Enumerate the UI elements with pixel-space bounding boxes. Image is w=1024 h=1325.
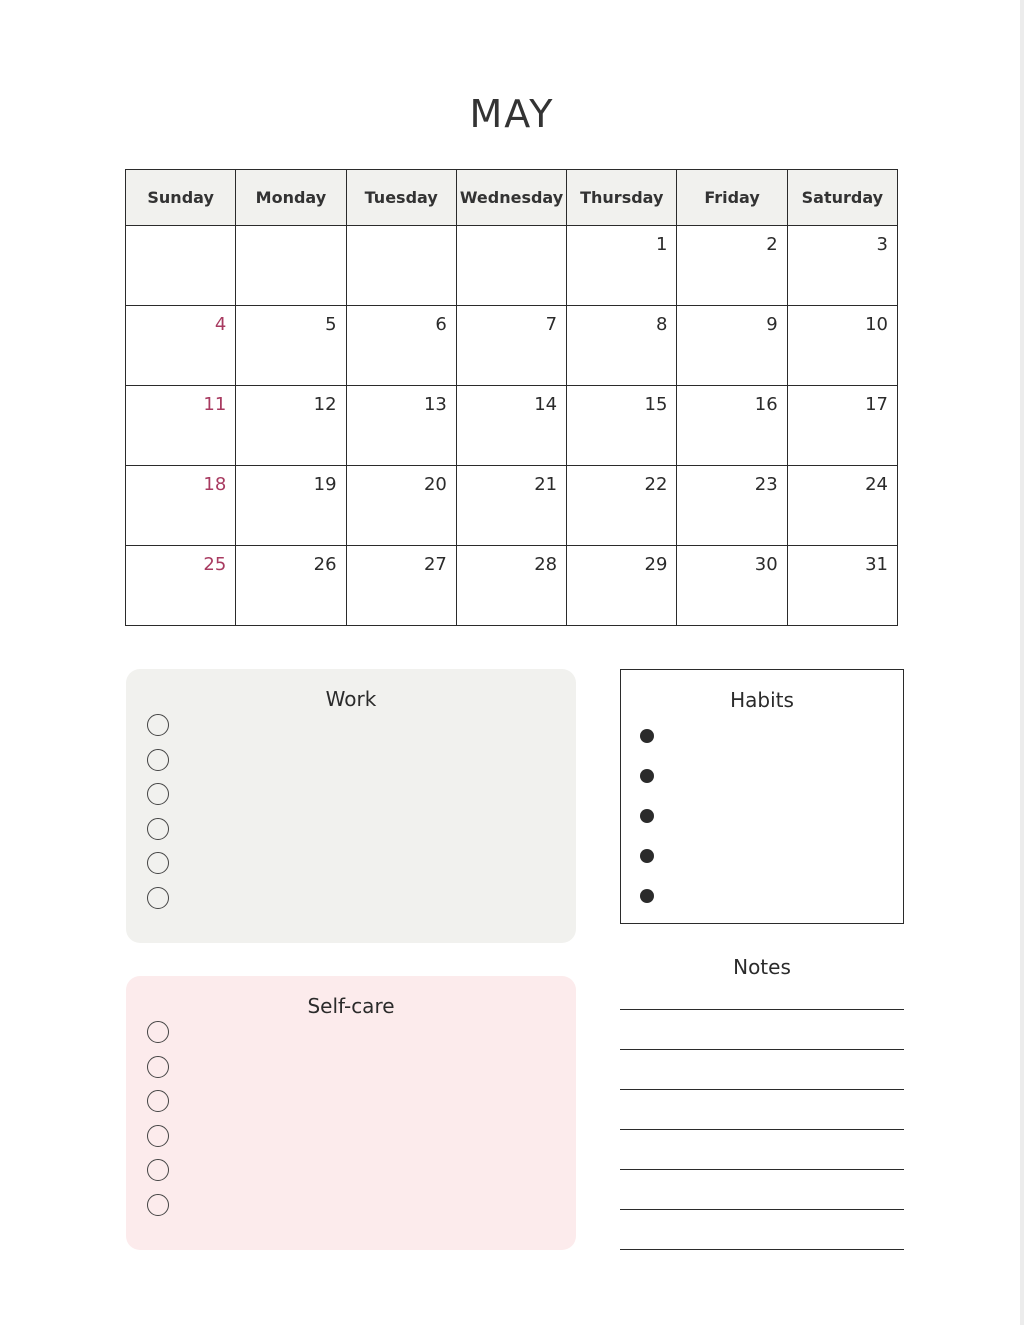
week-row xyxy=(126,466,898,546)
day-cell[interactable] xyxy=(787,546,897,626)
weekday-wednesday: Wednesday xyxy=(456,170,566,226)
bullet-dot xyxy=(640,889,654,903)
day-cell[interactable] xyxy=(677,546,787,626)
day-cell[interactable] xyxy=(346,306,456,386)
work-card xyxy=(126,669,576,943)
day-cell[interactable] xyxy=(236,306,346,386)
day-number: 14 xyxy=(534,394,558,415)
day-number: 5 xyxy=(325,314,337,335)
note-line[interactable] xyxy=(620,1209,904,1210)
day-number: 21 xyxy=(534,474,558,495)
note-line[interactable] xyxy=(620,1089,904,1090)
checkbox-circle[interactable] xyxy=(147,887,169,909)
day-cell[interactable] xyxy=(236,466,346,546)
day-cell[interactable] xyxy=(677,386,787,466)
day-cell[interactable] xyxy=(346,226,456,306)
weekday-friday: Friday xyxy=(677,170,787,226)
day-cell[interactable] xyxy=(677,226,787,306)
day-number: 25 xyxy=(203,554,227,575)
weekday-saturday: Saturday xyxy=(787,170,897,226)
checkbox-circle[interactable] xyxy=(147,1090,169,1112)
checkbox-circle[interactable] xyxy=(147,1021,169,1043)
day-cell[interactable] xyxy=(126,466,236,546)
day-number: 12 xyxy=(313,394,337,415)
day-cell[interactable] xyxy=(456,386,566,466)
checkbox-circle[interactable] xyxy=(147,818,169,840)
checkbox-circle[interactable] xyxy=(147,1194,169,1216)
checkbox-circle[interactable] xyxy=(147,783,169,805)
day-number: 16 xyxy=(754,394,778,415)
day-cell[interactable] xyxy=(677,306,787,386)
day-cell[interactable] xyxy=(456,546,566,626)
weekday-thursday: Thursday xyxy=(567,170,677,226)
note-line[interactable] xyxy=(620,1169,904,1170)
day-cell[interactable] xyxy=(567,386,677,466)
day-number: 27 xyxy=(423,554,447,575)
day-number: 15 xyxy=(644,394,668,415)
day-number: 28 xyxy=(534,554,558,575)
day-number: 11 xyxy=(203,394,227,415)
day-number: 18 xyxy=(203,474,227,495)
day-cell[interactable] xyxy=(677,466,787,546)
day-number: 10 xyxy=(865,314,888,335)
day-number: 4 xyxy=(214,314,227,335)
week-row xyxy=(126,306,898,386)
checkbox-circle[interactable] xyxy=(147,714,169,736)
day-number: 8 xyxy=(655,314,668,335)
day-number: 24 xyxy=(865,474,888,495)
weekday-monday: Monday xyxy=(236,170,346,226)
checkbox-circle[interactable] xyxy=(147,1056,169,1078)
day-number: 23 xyxy=(754,474,778,495)
day-number: 30 xyxy=(754,554,778,575)
day-cell[interactable] xyxy=(126,546,236,626)
selfcare-title: Self-care xyxy=(307,994,395,1018)
day-cell[interactable] xyxy=(456,226,566,306)
day-number: 26 xyxy=(313,554,337,575)
day-number: 3 xyxy=(876,234,888,255)
weekday-sunday: Sunday xyxy=(126,170,236,226)
note-line[interactable] xyxy=(620,1249,904,1250)
day-number: 19 xyxy=(313,474,337,495)
bullet-dot xyxy=(640,729,654,743)
day-cell[interactable] xyxy=(236,386,346,466)
week-row xyxy=(126,226,898,306)
day-number: 7 xyxy=(545,314,558,335)
note-line[interactable] xyxy=(620,1129,904,1130)
day-number: 13 xyxy=(423,394,447,415)
day-number: 31 xyxy=(865,554,888,575)
day-number: 6 xyxy=(435,314,447,335)
day-number xyxy=(126,226,235,234)
day-cell[interactable] xyxy=(126,306,236,386)
bullet-dot xyxy=(640,849,654,863)
day-number xyxy=(236,226,345,234)
weekday-tuesday: Tuesday xyxy=(346,170,456,226)
page-edge xyxy=(1020,0,1024,1325)
day-cell[interactable] xyxy=(346,386,456,466)
day-cell[interactable] xyxy=(787,226,897,306)
note-line[interactable] xyxy=(620,1049,904,1050)
day-cell[interactable] xyxy=(126,226,236,306)
day-cell[interactable] xyxy=(567,306,677,386)
habits-box xyxy=(620,669,904,924)
selfcare-card xyxy=(126,976,576,1250)
bullet-dot xyxy=(640,769,654,783)
work-title: Work xyxy=(325,687,377,711)
day-cell[interactable] xyxy=(787,466,897,546)
notes-title: Notes xyxy=(733,955,791,979)
day-number: 29 xyxy=(644,554,668,575)
week-row xyxy=(126,546,898,626)
day-cell[interactable] xyxy=(567,546,677,626)
checkbox-circle[interactable] xyxy=(147,1125,169,1147)
day-cell[interactable] xyxy=(456,466,566,546)
bullet-dot xyxy=(640,809,654,823)
day-number: 1 xyxy=(655,234,668,255)
selfcare-checklist xyxy=(147,1021,169,1229)
day-number: 2 xyxy=(766,234,778,255)
day-number: 22 xyxy=(644,474,668,495)
day-number: 9 xyxy=(766,314,778,335)
day-cell[interactable] xyxy=(126,386,236,466)
day-number: 17 xyxy=(865,394,888,415)
day-cell[interactable] xyxy=(567,226,677,306)
day-cell[interactable] xyxy=(567,466,677,546)
day-cell[interactable] xyxy=(456,306,566,386)
day-cell[interactable] xyxy=(787,306,897,386)
week-row xyxy=(126,386,898,466)
checkbox-circle[interactable] xyxy=(147,1159,169,1181)
day-cell[interactable] xyxy=(236,226,346,306)
checkbox-circle[interactable] xyxy=(147,749,169,771)
habits-title: Habits xyxy=(730,688,794,712)
day-number: 20 xyxy=(423,474,447,495)
month-calendar xyxy=(125,169,898,626)
day-cell[interactable] xyxy=(346,466,456,546)
habits-list xyxy=(640,729,654,929)
day-cell[interactable] xyxy=(346,546,456,626)
note-line[interactable] xyxy=(620,1009,904,1010)
day-cell[interactable] xyxy=(236,546,346,626)
month-title: MAY xyxy=(469,92,555,136)
weekday-header-row xyxy=(126,170,898,226)
day-number xyxy=(457,226,566,234)
checkbox-circle[interactable] xyxy=(147,852,169,874)
day-cell[interactable] xyxy=(787,386,897,466)
day-number xyxy=(347,226,456,234)
work-checklist xyxy=(147,714,169,922)
